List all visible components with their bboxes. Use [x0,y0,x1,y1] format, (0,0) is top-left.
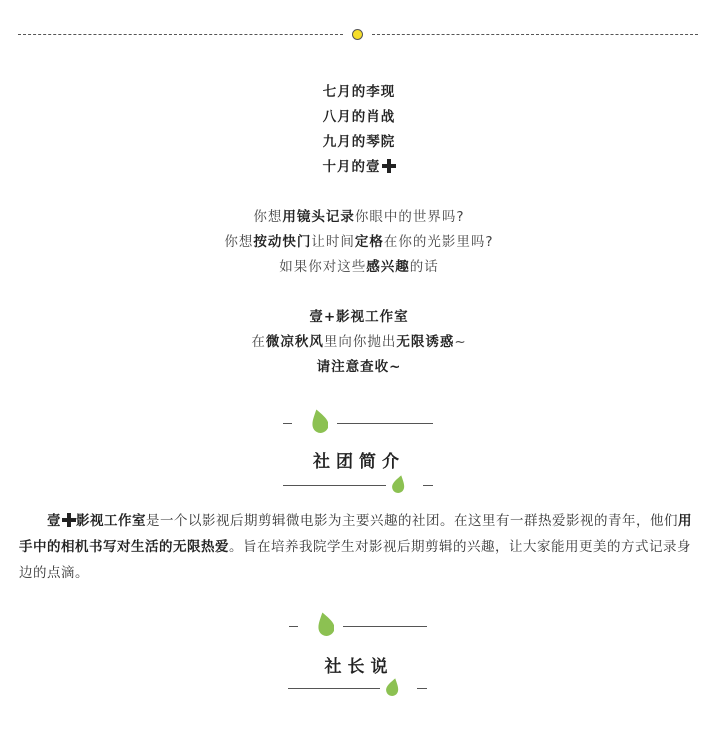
divider-dash-right [372,34,698,35]
poem-line: 七月的李现 [322,84,396,100]
plus-cross-icon [382,159,396,173]
leaf-drop-icon [318,612,334,636]
questions-block [0,205,718,280]
poem-line: 八月的肖战 [322,109,396,125]
section-title: 社长说 [324,657,394,677]
poem-line-text: 十月的壹 [322,159,381,175]
heading-line-long [283,485,386,486]
club-invite-line: 在微凉秋风里向你抛出无限诱惑~ [251,334,467,350]
question-line: 你想按动快门让时间定格在你的光影里吗? [224,234,494,250]
club-name: 壹+影视工作室 [309,309,409,325]
club-check-line: 请注意查收~ [316,359,402,375]
divider-dot-icon [352,29,363,40]
poem-line [0,155,718,180]
heading-line-long [288,688,380,689]
section-heading-president [0,610,718,700]
question-line: 如果你对这些感兴趣的话 [279,259,439,275]
club-invite-block [0,305,718,380]
heading-line-short [423,485,433,486]
heading-line-long [337,423,433,424]
divider-dash-left [18,34,343,35]
section-heading-intro [0,405,718,495]
question-line: 你想用镜头记录你眼中的世界吗? [253,209,465,225]
heading-line-short [289,626,298,627]
section-title: 社团简介 [313,452,405,472]
heading-line-short [283,423,292,424]
intro-poem [0,80,718,180]
club-intro-paragraph: 壹 影视工作室是一个以影视后期剪辑微电影为主要兴趣的社团。在这里有一群热爱影视的青年，他们用手中的相机书写对生活的无限热爱。旨在培养我院学生对影视后期剪辑的兴趣，让大家能用更美的方式记录身边的点滴。 [19,513,692,581]
plus-cross-icon [62,513,76,527]
leaf-drop-icon [312,409,328,433]
heading-line-long [343,626,427,627]
leaf-drop-icon [392,475,405,493]
top-divider [18,29,698,41]
heading-line-short [417,688,427,689]
poem-line: 九月的琴院 [322,134,396,150]
leaf-drop-icon [386,678,399,696]
